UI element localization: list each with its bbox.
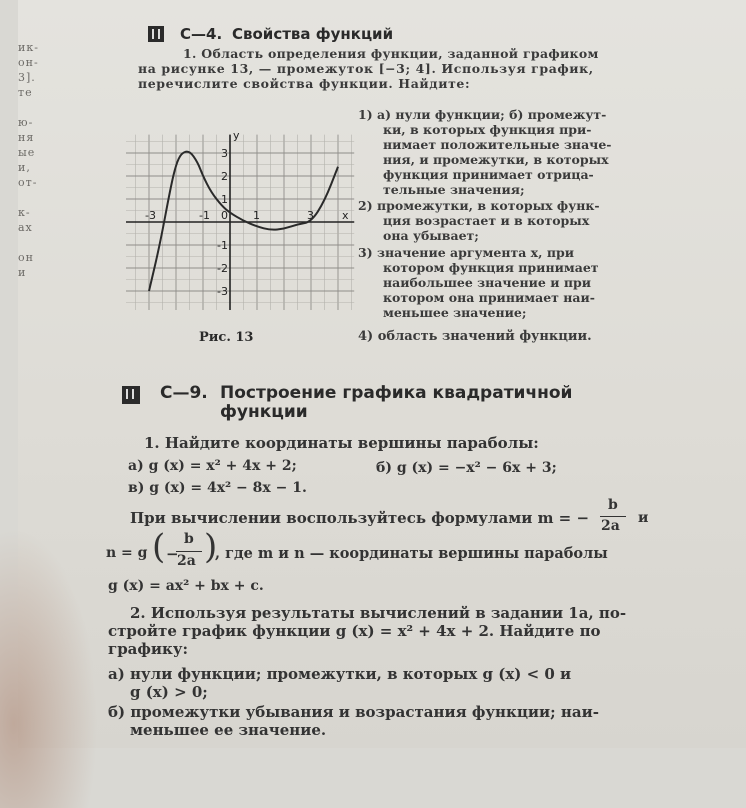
task2-a-line-1: а) нули функции; промежутки, в которых g (x) < 0 и	[108, 665, 572, 683]
y-tick-label: 1	[221, 193, 228, 206]
x-tick-label: -3	[145, 209, 156, 222]
paren-close: )	[204, 527, 218, 567]
x-tick-label: -1	[199, 209, 210, 222]
prev-fragment: и	[18, 266, 27, 279]
x-tick-label: 0	[221, 209, 228, 222]
property-item-line: котором она принимает наи-	[383, 290, 595, 305]
prev-fragment: 3].	[18, 71, 36, 84]
prev-fragment: ю-	[18, 116, 34, 129]
prev-fragment: ик-	[18, 41, 39, 54]
x-tick-label: 1	[253, 209, 260, 222]
graph-axes	[126, 135, 354, 310]
x-axis-label: x	[342, 209, 349, 222]
property-item-line: она убывает;	[383, 228, 479, 243]
figure-caption: Рис. 13	[199, 330, 254, 345]
prev-fragment	[18, 190, 48, 205]
property-item-line: котором функция принимает	[383, 260, 599, 275]
y-tick-label: 3	[221, 147, 228, 160]
section-icon	[148, 26, 164, 42]
task2-line-3: графику:	[108, 640, 189, 658]
property-item-line: 2) промежутки, в которых функ-	[358, 198, 600, 213]
prev-fragment: к-	[18, 206, 31, 219]
property-item-line: 3) значение аргумента x, при	[358, 245, 574, 260]
y-tick-label: 2	[221, 170, 228, 183]
intro-line-1: 1. Область определения функции, заданной графиком	[183, 46, 599, 61]
y-tick-label: -2	[217, 262, 228, 275]
formula-and: и	[638, 510, 649, 526]
prev-fragment: он-	[18, 56, 39, 69]
task1-a: а) g (x) = x² + 4x + 2;	[128, 458, 297, 474]
property-item-line: меньшее значение;	[383, 305, 527, 320]
y-tick-label: -3	[217, 285, 228, 298]
prev-fragment: и,	[18, 161, 31, 174]
property-item-line: ния, и промежутки, в которых	[383, 152, 609, 167]
task1-c: в) g (x) = 4x² − 8x − 1.	[128, 480, 307, 496]
fraction-2-denominator: 2a	[177, 553, 196, 569]
previous-page-edge	[18, 40, 48, 280]
section-number: С—4.	[180, 25, 223, 43]
fraction-2-bar	[176, 551, 202, 552]
x-tick-label: 3	[307, 209, 314, 222]
prev-fragment: ня	[18, 131, 35, 144]
intro-line-2: на рисунке 13, — промежуток [−3; 4]. Используя график,	[138, 61, 594, 76]
prev-fragment: ые	[18, 146, 36, 159]
prev-fragment: от-	[18, 176, 38, 189]
prev-fragment: тe	[18, 86, 33, 99]
section-2-number: С—9.	[160, 383, 208, 403]
fraction-1-bar	[600, 516, 626, 517]
formula-line-3: g (x) = ax² + bx + c.	[108, 578, 264, 594]
formula-line-1: При вычислении воспользуйтесь формулами m = −	[130, 509, 590, 527]
minus-sign: −	[166, 545, 179, 563]
property-item-line: нимает положительные значе-	[383, 137, 612, 152]
property-item-line: ция возрастает и в которых	[383, 213, 590, 228]
textbook-page	[18, 0, 746, 748]
task2-line-2: стройте график функции g (x) = x² + 4x + 2. Найдите по	[108, 622, 601, 640]
task1-b: б) g (x) = −x² − 6x + 3;	[376, 460, 557, 476]
finger-shadow	[0, 528, 98, 808]
y-axis-label: y	[233, 129, 240, 143]
property-item-line: 1) а) нули функции; б) промежут-	[358, 107, 607, 122]
property-item-line: наибольшее значение и при	[383, 275, 592, 290]
paren-open: (	[152, 527, 166, 567]
prev-fragment	[18, 235, 48, 250]
intro-line-3: перечислите свойства функции. Найдите:	[138, 76, 471, 91]
function-graph	[126, 104, 358, 310]
task2-a-line-2: g (x) > 0;	[130, 683, 208, 701]
task2-b-line-1: б) промежутки убывания и возрастания функции; наи-	[108, 703, 599, 721]
task1-heading: 1. Найдите координаты вершины параболы:	[144, 434, 539, 452]
section-2-title-line-1: Построение графика квадратичной	[220, 383, 573, 403]
fraction-2-numerator: b	[184, 531, 194, 547]
formula-n-prefix: n = g	[106, 545, 148, 561]
prev-fragment: ах	[18, 221, 33, 234]
fraction-1-denominator: 2a	[601, 518, 620, 534]
property-item-line: тельные значения;	[383, 182, 525, 197]
prev-fragment: он	[18, 251, 34, 264]
section-2-title-line-2: функции	[220, 402, 308, 422]
property-item-line: ки, в которых функция при-	[383, 122, 592, 137]
fraction-1-numerator: b	[608, 497, 618, 513]
y-tick-label: -1	[217, 239, 228, 252]
prev-fragment	[18, 100, 48, 115]
property-item-line: функция принимает отрица-	[383, 167, 594, 182]
task2-line-1: 2. Используя результаты вычислений в задании 1а, по-	[130, 604, 627, 622]
section-title: Свойства функций	[232, 25, 394, 43]
formula-line-2-rest: , где m и n — координаты вершины параболы	[215, 545, 608, 562]
section-icon-2	[122, 386, 140, 404]
property-item-line: 4) область значений функции.	[358, 329, 592, 344]
task2-b-line-2: меньшее ее значение.	[130, 721, 327, 739]
